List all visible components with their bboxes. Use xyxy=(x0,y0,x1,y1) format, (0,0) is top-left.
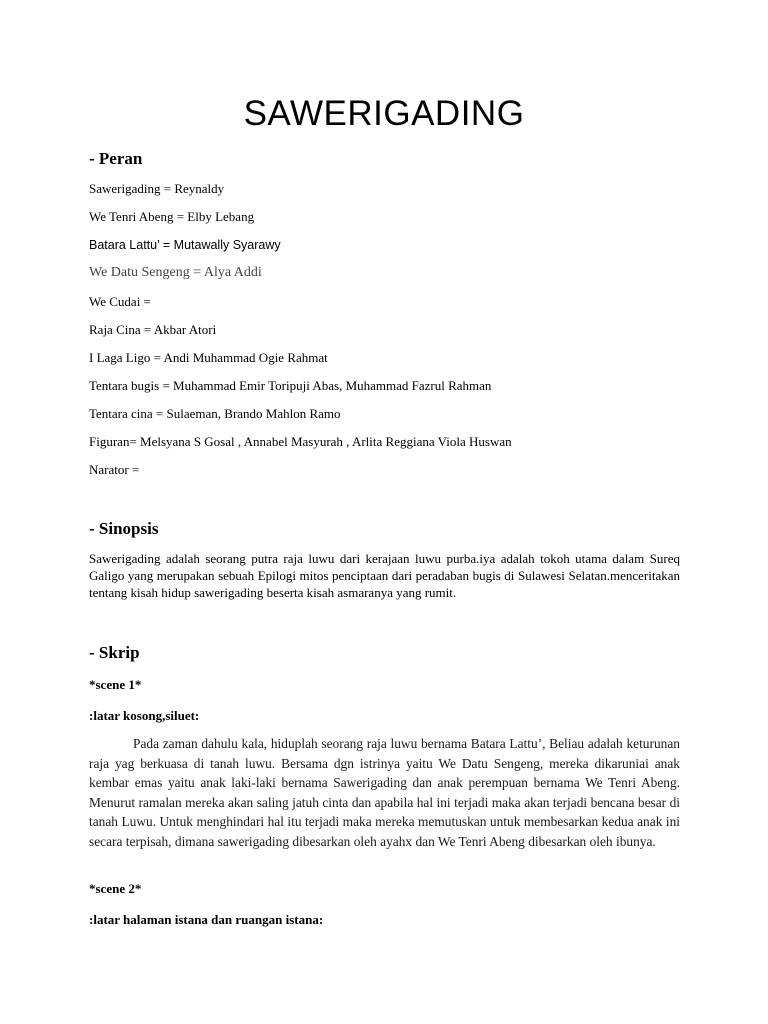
cast-line: We Datu Sengeng = Alya Addi xyxy=(89,265,262,280)
cast-line: Tentara bugis = Muhammad Emir Toripuji Abas, Muhammad Fazrul Rahman xyxy=(89,378,492,393)
cast-line: Sawerigading = Reynaldy xyxy=(89,181,225,196)
scene-2-setting: :latar halaman istana dan ruangan istana: xyxy=(89,912,324,927)
scene-1-paragraph: Pada zaman dahulu kala, hiduplah seorang raja luwu bernama Batara Lattu’, Beliau adalah keturunan raja yag berkuasa di tanah luwu. Bersama dgn istrinya yaitu We Datu Sengeng, mereka dikaruniai anak kembar emas yaitu anak laki-laki bernama Sawerigading dan anak perempuan bernama We Tenri Abeng. Menurut ramalan mereka akan saling jatuh cinta dan apabila hal ini terjadi maka akan terjadi bencana besar di tanah Luwu. Untuk menghindari hal itu terjadi maka mereka memutuskan untuk membesarkan kedua anak ini secara terpisah, dimana sawerigading dibesarkan oleh ayahx dan We Tenri Abeng dibesarkan oleh ibunya. xyxy=(89,736,680,849)
cast-line: I Laga Ligo = Andi Muhammad Ogie Rahmat xyxy=(89,350,328,365)
scene-1-setting: :latar kosong,siluet: xyxy=(89,708,200,723)
skrip-heading: - Skrip xyxy=(89,643,140,662)
document-title: SAWERIGADING xyxy=(243,94,525,133)
cast-line: We Cudai = xyxy=(89,294,151,309)
cast-line: Narator = xyxy=(89,462,140,477)
sinopsis-paragraph: Sawerigading adalah seorang putra raja luwu dari kerajaan luwu purba.iya adalah tokoh utama dalam Sureq Galigo yang merupakan sebuah Epilogi mitos penciptaan dari peradaban bugis di Sulawesi Selatan.menceritakan tentang kisah hidup sawerigading beserta kisah asmaranya yang rumit. xyxy=(89,551,680,600)
cast-line: Batara Lattu’ = Mutawally Syarawy xyxy=(89,238,281,252)
cast-line: Figuran= Melsyana S Gosal , Annabel Masyurah , Arlita Reggiana Viola Huswan xyxy=(89,434,512,449)
peran-heading: - Peran xyxy=(89,149,143,168)
cast-line: We Tenri Abeng = Elby Lebang xyxy=(89,209,255,224)
sinopsis-heading: - Sinopsis xyxy=(89,519,159,538)
scene-2-label: *scene 2* xyxy=(89,881,142,896)
cast-line: Raja Cina = Akbar Atori xyxy=(89,322,217,337)
cast-line: Tentara cina = Sulaeman, Brando Mahlon Ramo xyxy=(89,406,341,421)
scene-1-label: *scene 1* xyxy=(89,677,142,692)
